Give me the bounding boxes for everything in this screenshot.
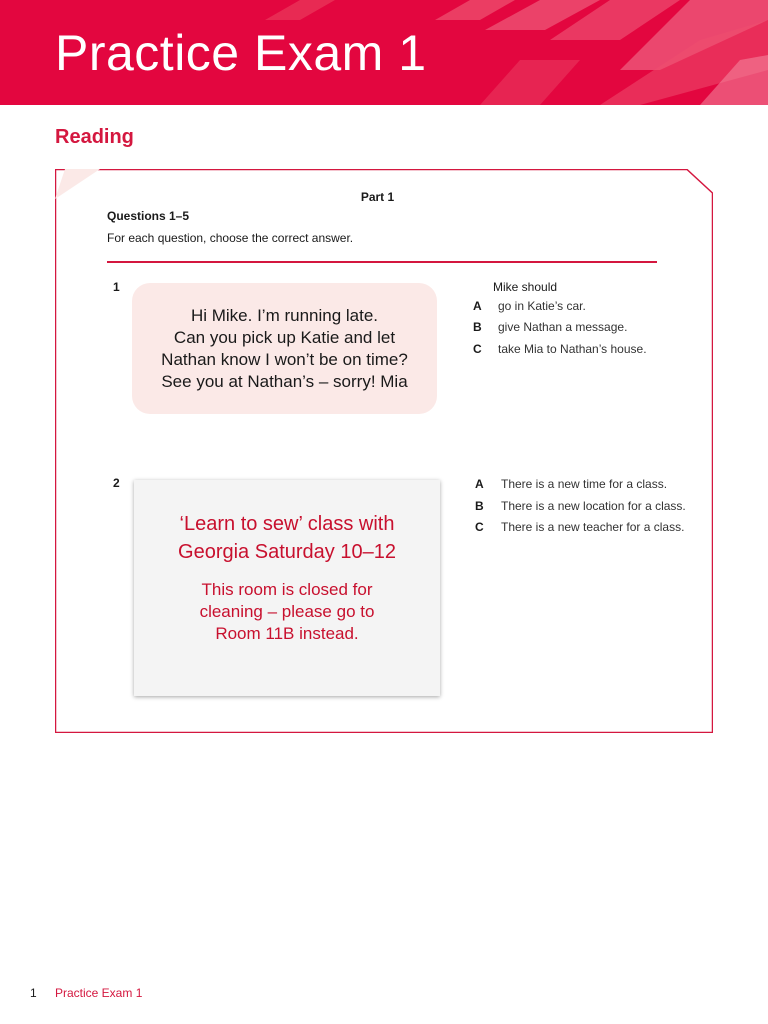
notice-heading-line: Georgia Saturday 10–12 [178, 541, 396, 563]
instructions: For each question, choose the correct answer. [107, 231, 354, 245]
notice-body-line: This room is closed for [201, 580, 373, 599]
option-b-letter[interactable]: B [473, 320, 482, 334]
message-line: Can you pick up Katie and let [173, 328, 396, 347]
notice-heading-line: ‘Learn to sew’ class with [179, 513, 395, 535]
header-banner [0, 0, 768, 105]
message-text [132, 305, 437, 393]
divider [107, 261, 657, 263]
page-number: 1 [30, 986, 37, 1000]
notice-heading [134, 510, 440, 566]
option-c-text[interactable]: There is a new teacher for a class. [501, 520, 685, 534]
option-b-letter[interactable]: B [475, 499, 484, 513]
option-c-text[interactable]: take Mia to Nathan’s house. [498, 342, 647, 356]
message-line: See you at Nathan’s – sorry! Mia [161, 372, 408, 391]
notice-body [134, 579, 440, 645]
option-a-text[interactable]: go in Katie’s car. [498, 299, 586, 313]
question-number: 2 [113, 476, 120, 490]
option-c-letter[interactable]: C [473, 342, 482, 356]
speech-bubble-tail [55, 169, 105, 201]
option-b-text[interactable]: There is a new location for a class. [501, 499, 686, 513]
section-title: Reading [55, 126, 134, 148]
questions-label: Questions 1–5 [107, 209, 190, 223]
message-line: Nathan know I won’t be on time? [161, 350, 408, 369]
footer-title: Practice Exam 1 [55, 986, 143, 1000]
option-a-letter[interactable]: A [475, 477, 484, 491]
part-label: Part 1 [360, 190, 395, 204]
notice-card [134, 480, 440, 696]
option-a-letter[interactable]: A [473, 299, 482, 313]
question-frame [55, 169, 713, 733]
message-line: Hi Mike. I’m running late. [190, 306, 379, 325]
question-number: 1 [113, 280, 120, 294]
notice-body-line: cleaning – please go to [199, 602, 375, 621]
page-title: Practice Exam 1 [55, 25, 427, 81]
option-a-text[interactable]: There is a new time for a class. [501, 477, 668, 491]
question-stem: Mike should [493, 280, 558, 294]
notice-body-line: Room 11B instead. [215, 624, 359, 643]
option-b-text[interactable]: give Nathan a message. [498, 320, 628, 334]
option-c-letter[interactable]: C [475, 520, 484, 534]
